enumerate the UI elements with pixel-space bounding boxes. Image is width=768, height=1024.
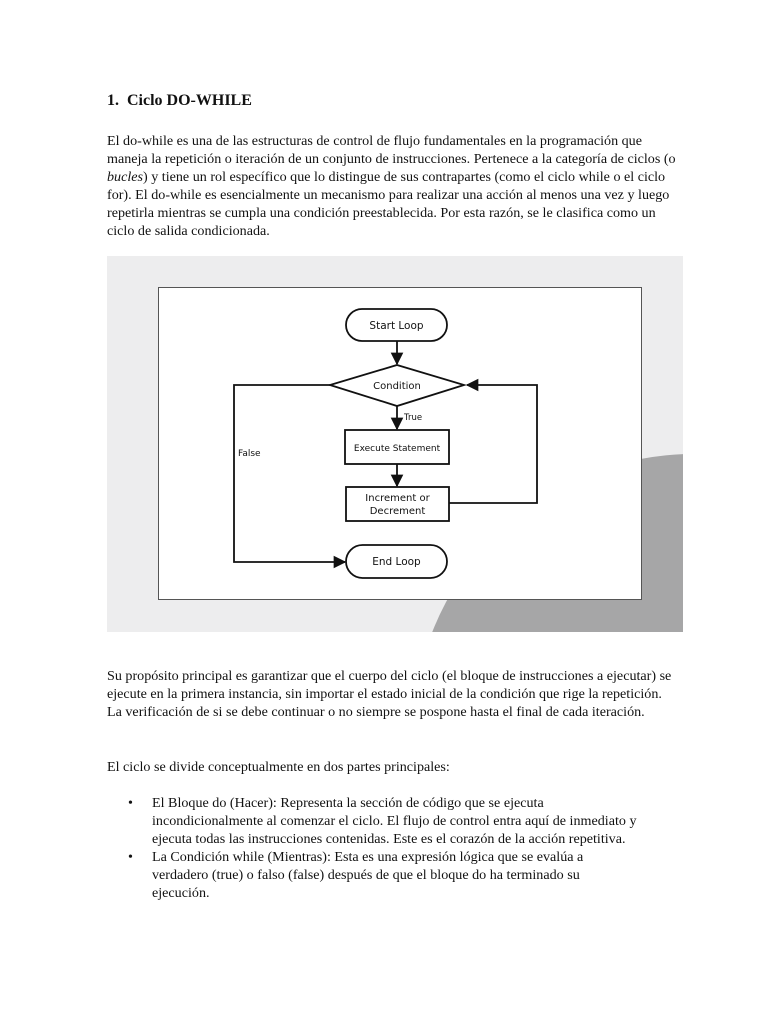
arrow-false-to-end [234,385,345,562]
bullet-marker: • [128,849,133,865]
list-item [107,848,677,902]
arrow-loop-back [449,385,537,503]
execute-statement-label: Execute Statement [353,444,441,454]
increment-label-line1: Increment or [365,493,430,504]
flowchart-figure [107,256,683,632]
section-title: Ciclo DO-WHILE [127,92,252,109]
bullet-marker: • [128,795,133,811]
purpose-paragraph: Su propósito principal es garantizar que el cuerpo del ciclo (el bloque de instrucciones a ejecutar) se ejecute en la primera instancia, sin importar el estado inicial de la condición que rige la repetición. La verificación de si se debe continuar o no siempre se pospone hasta el final de cada iteración. [107,668,672,720]
false-label: False [238,449,261,459]
parts-list [107,794,677,902]
start-loop-label: Start Loop [369,320,424,332]
condition-label: Condition [373,381,421,392]
intro-paragraph [107,132,677,240]
intro-text-start: El do-while es una de las estructuras de control de flujo fundamentales en la programación que maneja la repetición o iteración de un conjunto de instrucciones. Pertenece a la categoría de ciclos (o [107,133,676,167]
intro-text-end: ) y tiene un rol específico que lo distingue de sus contrapartes (como el ciclo while o el ciclo for). El do-while es esencialmente un mecanismo para realizar una acción al menos una vez y luego repetirla mientras se cumpla una condición preestablecida. Por esta razón, se le clasifica como un ciclo de salida condicionada. [107,169,670,239]
section-number: 1. [107,92,119,109]
flowchart-diagram [107,256,683,632]
true-label: True [404,413,423,423]
division-paragraph: El ciclo se divide conceptualmente en dos partes principales: [107,759,450,775]
list-item-text: El Bloque do (Hacer): Representa la sección de código que se ejecuta incondicionalmente al comenzar el ciclo. El flujo de control entra aquí de inmediato y ejecuta todas las instrucciones contenidas. Este es el corazón de la acción repetitiva. [152,795,637,847]
increment-label-line2: Decrement [369,506,426,517]
end-loop-label: End Loop [372,556,421,568]
intro-emphasis: bucles [107,169,144,185]
list-item-text: La Condición while (Mientras): Esta es una expresión lógica que se evalúa a verdadero (true) o falso (false) después de que el bloque do ha terminado su ejecución. [152,849,584,901]
section-heading [107,92,252,110]
list-item [107,794,677,848]
